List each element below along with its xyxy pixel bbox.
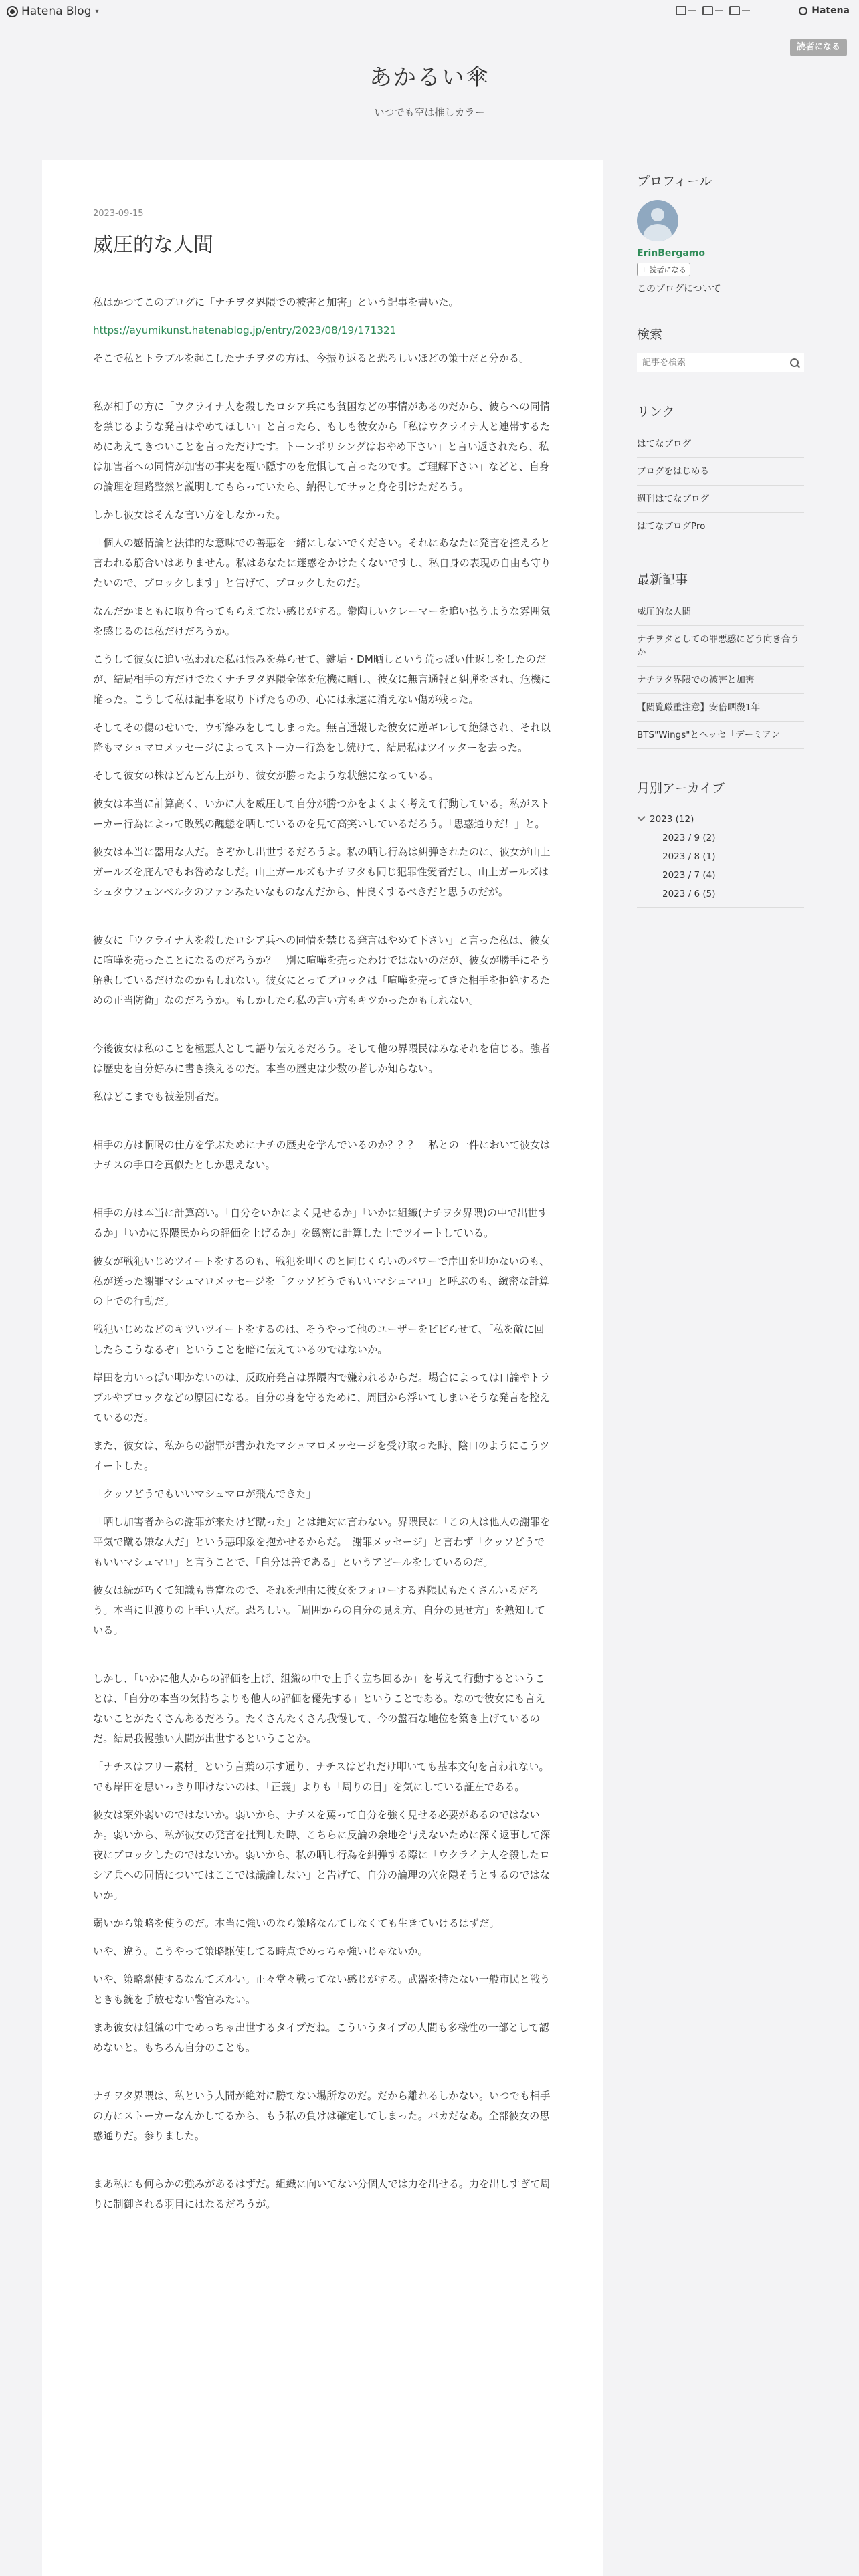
entry-paragraph: また、彼女は、私からの謝罪が書かれたマシュマロメッセージを受け取った時、陰口のようにこうツイートした。 xyxy=(93,1440,550,1472)
entry-paragraph: そして彼女の株はどんどん上がり、彼女が勝ったような状態になっている。 xyxy=(93,770,439,782)
entry-paragraph: 「クッソどうでもいいマシュマロが飛んできた」 xyxy=(93,1488,316,1500)
links-heading: リンク xyxy=(637,405,675,419)
write-entry-button[interactable] xyxy=(676,6,696,15)
entry-paragraph: 岸田を力いっぱい叩かないのは、反政府発言は界隈内で嫌われるからだ。場合によっては口論やトラブルやブロックなどの原因になる。自分の身を守るために、周囲から浮いてしまいそうな発言を控えているのだ。 xyxy=(93,1372,551,1424)
entry-paragraph: 戦犯いじめなどのキツいツイートをするのは、そうやって他のユーザーをビビらせて、「私を敵に回したらこうなるぞ」ということを暗に伝えているのではないか。 xyxy=(93,1323,545,1356)
recent-entry-link[interactable]: ナチヲタとしての罪悪感にどう向き合うか xyxy=(637,626,804,667)
hatena-text: Hatena xyxy=(812,5,850,16)
archive-year[interactable] xyxy=(637,807,804,829)
entry-paragraph: 私はどこまでも被差別者だ。 xyxy=(93,1091,225,1103)
entry-link[interactable]: https://ayumikunst.hatenablog.jp/entry/2023/08/19/171321 xyxy=(93,324,397,336)
paragraph-spacer xyxy=(93,1115,552,1135)
entry-date[interactable]: 2023-09-15 xyxy=(93,209,144,219)
hatena-topbar xyxy=(0,0,859,23)
archive-month[interactable]: 2023 / 7 (4) xyxy=(662,870,716,881)
search-input[interactable] xyxy=(641,357,777,368)
hatena-logo-icon xyxy=(799,7,807,15)
entry-paragraph: 彼女は案外弱いのではないか。弱いから、ナチスを罵って自分を強く見せる必要があるのではないか。弱いから、私が彼女の発言を批判した時、こちらに反論の余地を与えないために深く返事して深夜にブロックしたのではないか。弱いから、私の晒し行為を糾弾する際に「ウクライナ人を殺したロシア兵への同情についてはここでは議論しない」と告げて、自分の論理の穴を隠そうとするのではないか。 xyxy=(93,1809,551,1901)
about-blog-link[interactable]: このブログについて xyxy=(637,284,721,294)
link-item[interactable]: ブログをはじめる xyxy=(637,458,804,486)
blog-title[interactable]: あかるい傘 xyxy=(369,64,490,91)
dashboard-button[interactable] xyxy=(702,6,723,15)
entry-paragraph: 「ナチスはフリー素材」という言葉の示す通り、ナチスはどれだけ叩いても基本文句を言われない。でも岸田を思いっきり叩けないのは、「正義」よりも「周りの目」を気にしている証左である。 xyxy=(93,1761,549,1793)
link-item[interactable]: はてなブログ xyxy=(637,431,804,458)
archive-module xyxy=(637,778,804,908)
archive-year-label: 2023 (12) xyxy=(650,814,694,825)
entry-paragraph: しかし、「いかに他人からの評価を上げ、組織の中で上手く立ち回るか」を考えて行動するということは、「自分の本当の気持ちよりも他人の評価を優先する」ということである。なので彼女にも言えないことがたくさんあるだろう。たくさんたくさん我慢して、今の盤石な地位を築き上げているのだ。結局我慢強い人間が出世するということか。 xyxy=(93,1673,545,1745)
blog-description: いつでも空は推しカラー xyxy=(374,106,485,118)
entry-paragraph: そしてその傷のせいで、ウザ絡みをしてしまった。無言通報した彼女に逆ギレして絶縁され、それ以降もマシュマロメッセージによってストーカー行為をし続けて、結局私はツイッターを去った。 xyxy=(93,722,551,754)
recent-heading: 最新記事 xyxy=(637,572,688,587)
profile-module xyxy=(637,171,804,295)
search-box xyxy=(637,353,804,372)
recent-entry-link[interactable]: 威圧的な人間 xyxy=(637,599,804,626)
entry-paragraph: ナチヲタ界隈は、私という人間が絶対に勝てない場所なのだ。だから離れるしかない。いつでも相手の方にストーカーなんかしてるから、もう私の負けは確定してしまった。バカだなあ。全部彼女の思惑通りだ。参りました。 xyxy=(93,2090,551,2142)
bar-decoration xyxy=(715,10,723,11)
archive-month[interactable]: 2023 / 6 (5) xyxy=(662,889,716,899)
links-list xyxy=(637,431,804,540)
chevron-down-icon[interactable]: ▾ xyxy=(95,7,99,15)
hatena-blog-logo[interactable] xyxy=(7,5,99,18)
entry-paragraph: 彼女は本当に器用な人だ。さぞかし出世するだろうよ。私の晒し行為は糾弾されたのに、彼女が山上ガールズを庇んでもお咎めなしだ。山上ガールズもナチヲタも同じ犯罪性愛者だし、山上ガールズはシュタウフェンベルクのファンみたいなものなんだから、仲良くするべきだと思うのだが。 xyxy=(93,846,551,898)
entry-paragraph: まあ彼女は組織の中でめっちゃ出世するタイプだね。こういうタイプの人間も多様性の一部として認めないと。もちろん自分のことも。 xyxy=(93,2022,549,2054)
archive-month[interactable]: 2023 / 8 (1) xyxy=(662,851,716,862)
entry-paragraph: なんだかまともに取り合ってもらえてない感じがする。鬱陶しいクレーマーを追い払うような雰囲気を感じるのは私だけだろうか。 xyxy=(93,605,551,637)
menu-button[interactable] xyxy=(729,6,750,15)
chevron-down-icon[interactable] xyxy=(637,813,646,821)
dashboard-icon xyxy=(702,6,713,15)
entry-paragraph: 相手の方は恫喝の仕方を学ぶためにナチの歴史を学んでいるのか？？？ 私との一件において彼女はナチスの手口を真似たとしか思えない。 xyxy=(93,1139,551,1171)
profile-heading: プロフィール xyxy=(637,174,712,189)
paragraph-spacer xyxy=(93,377,552,397)
follow-button[interactable] xyxy=(637,263,690,276)
link-item[interactable]: はてなブログPro xyxy=(637,513,804,540)
recent-entries-module xyxy=(637,570,804,749)
bar-decoration xyxy=(742,10,750,11)
entry-paragraph: こうして彼女に追い払われた私は恨みを募らせて、鍵垢・DM晒しという荒っぽい仕返しをしたのだが、結局相手の方だけでなくナチヲタ界隈全体を危機に晒し、彼女に無言通報と糾弾をされ、危機に陥った。こうして私は記事を取り下げたものの、心には永遠に消えない傷が残った。 xyxy=(93,653,551,706)
recent-entry-link[interactable]: 【閲覧厳重注意】安倍晒殺1年 xyxy=(637,694,804,722)
main-content xyxy=(42,160,603,2576)
hatena-account-link[interactable] xyxy=(799,5,850,16)
entry-paragraph: 彼女は続が巧くて知識も豊富なので、それを理由に彼女をフォローする界隈民もたくさんいるだろう。本当に世渡りの上手い人だ。恐ろしい。「周囲からの自分の見え方、自分の見せ方」を熟知している。 xyxy=(93,1584,545,1636)
entry-paragraph: 彼女が戦犯いじめツイートをするのも、戦犯を叩くのと同じくらいのパワーで岸田を叩かないのも、私が送った謝罪マシュマロメッセージを「クッソどうでもいいマシュマロ」と呼ぶのも、緻密な計算の上での行動だ。 xyxy=(93,1255,550,1307)
bar-decoration xyxy=(688,10,696,11)
entry-paragraph: 「個人の感情論と法律的な意味での善悪を一緒にしないでください。それにあなたに発言を控えろと言われる筋合いはありません。私はあなたに迷惑をかけたくないですし、私自身の表現の自由も守りたいので、ブロックします」と告げて、ブロックしたのだ。 xyxy=(93,537,551,589)
entry-paragraph: 弱いから策略を使うのだ。本当に強いのなら策略なんてしなくても生きていけるはずだ。 xyxy=(93,1917,500,1929)
archive-month[interactable]: 2023 / 9 (2) xyxy=(662,833,716,843)
subscribe-button[interactable]: 読者になる xyxy=(790,39,847,56)
entry-paragraph: 私はかつてこのブログに「ナチヲタ界隈での被害と加害」という記事を書いた。 xyxy=(93,296,459,308)
avatar[interactable] xyxy=(637,200,678,241)
paragraph-spacer xyxy=(93,2154,552,2174)
links-module xyxy=(637,402,804,540)
paragraph-spacer xyxy=(93,1183,552,1203)
entry-paragraph: 今後彼女は私のことを極悪人として語り伝えるだろう。そして他の界隈民はみなそれを信じる。強者は歴史を自分好みに書き換えるのだ。本当の歴史は少数の者しか知らない。 xyxy=(93,1043,551,1075)
link-item[interactable]: 週刊はてなブログ xyxy=(637,486,804,513)
hatena-logo-icon xyxy=(7,6,18,17)
entry-paragraph: 彼女に「ウクライナ人を殺したロシア兵への同情を禁じる発言はやめて下さい」と言った私は、彼女に喧嘩を売ったことになるのだろうか？ 別に喧嘩を売ったわけではないのだが、彼女が勝手にそう解釈しているだけなのかもしれない。彼女にとってブロックは「喧嘩を売ってきた相手を拒絶するための正当防衛」なのだろうか。もしかしたら私の言い方もキツかったかもしれない。 xyxy=(93,934,551,1006)
search-module xyxy=(637,324,804,372)
entry-paragraph: 相手の方は本当に計算高い。「自分をいかによく見せるか」「いかに組織(ナチヲタ界隈)の中で出世するか」「いかに界隈民からの評価を上げるか」を緻密に計算した上でツイートしている。 xyxy=(93,1207,548,1239)
paragraph-spacer xyxy=(93,2066,552,2086)
entry-paragraph: いや、違う。こうやって策略駆使してる時点でめっちゃ強いじゃないか。 xyxy=(93,1945,428,1957)
blog-header xyxy=(0,59,859,119)
divider xyxy=(637,907,804,908)
entry-title[interactable]: 威圧的な人間 xyxy=(93,233,213,257)
plus-icon: + xyxy=(641,265,650,274)
recent-entry-link[interactable]: ナチヲタ界隈での被害と加害 xyxy=(637,667,804,694)
follow-label: 読者になる xyxy=(649,265,686,274)
logo-text: Hatena Blog xyxy=(21,5,92,18)
username-link[interactable]: ErinBergamo xyxy=(637,248,705,259)
entry-paragraph: いや、策略駆使するなんてズルい。正々堂々戦ってない感じがする。武器を持たない一般市民と戦うときも銃を手放せない警官みたい。 xyxy=(93,1973,551,2006)
paragraph-spacer xyxy=(93,910,552,930)
paragraph-spacer xyxy=(93,1018,552,1039)
entry-paragraph: 「晒し加害者からの謝罪が来たけど蹴った」とは絶対に言わない。界隈民に「この人は他人の謝罪を平気で蹴る嫌な人だ」という悪印象を抱かせるからだ。「謝罪メッセージ」と言わず「クッソどうでもいいマシュマロ」と言うことで、「自分は善である」というアピールをしているのだ。 xyxy=(93,1516,551,1568)
recent-list xyxy=(637,599,804,749)
paragraph-spacer xyxy=(93,1648,552,1669)
entry-body xyxy=(93,292,552,2214)
entry-paragraph: そこで私とトラブルを起こしたナチヲタの方は、今振り返ると恐ろしいほどの策士だと分かる。 xyxy=(93,352,530,364)
pencil-icon xyxy=(676,6,686,15)
entry-paragraph: まあ私にも何らかの強みがあるはずだ。組織に向いてない分個人では力を出せる。力を出しすぎて周りに制御される羽目にはなるだろうが。 xyxy=(93,2178,551,2210)
entry-paragraph: しかし彼女はそんな言い方をしなかった。 xyxy=(93,509,286,521)
search-heading: 検索 xyxy=(637,327,663,342)
archive-list xyxy=(637,807,804,908)
entry-paragraph: 彼女は本当に計算高く、いかに人を威圧して自分が勝つかをよくよく考えて行動している。私がストーカー行為によって敗残の醜態を晒しているのを見て高笑いしているだろう。「思惑通りだ！」と。 xyxy=(93,798,551,830)
search-icon[interactable] xyxy=(790,358,799,367)
recent-entry-link[interactable]: BTS"Wings"とヘッセ「デーミアン」 xyxy=(637,722,804,749)
entry xyxy=(93,209,552,2222)
sidebar xyxy=(637,160,804,938)
entry-paragraph: 私が相手の方に「ウクライナ人を殺したロシア兵にも貧困などの事情があるのだから、彼らへの同情を禁じるような発言はやめてほしい」と言ったら、もしも彼女から「私はウクライナ人と連帯するためにあえてきついことを言っただけです。トーンポリシングはおやめ下さい」と言い返されたら、私は加害者への同情が加害の事実を覆い隠すのを危惧して言ったのです。ご理解下さい」などと、自身の論理を理路整然と説明してもらっていたら、納得してサッと身を引けただろう。 xyxy=(93,401,550,493)
list-icon xyxy=(729,6,740,15)
archive-heading: 月別アーカイブ xyxy=(637,781,725,796)
